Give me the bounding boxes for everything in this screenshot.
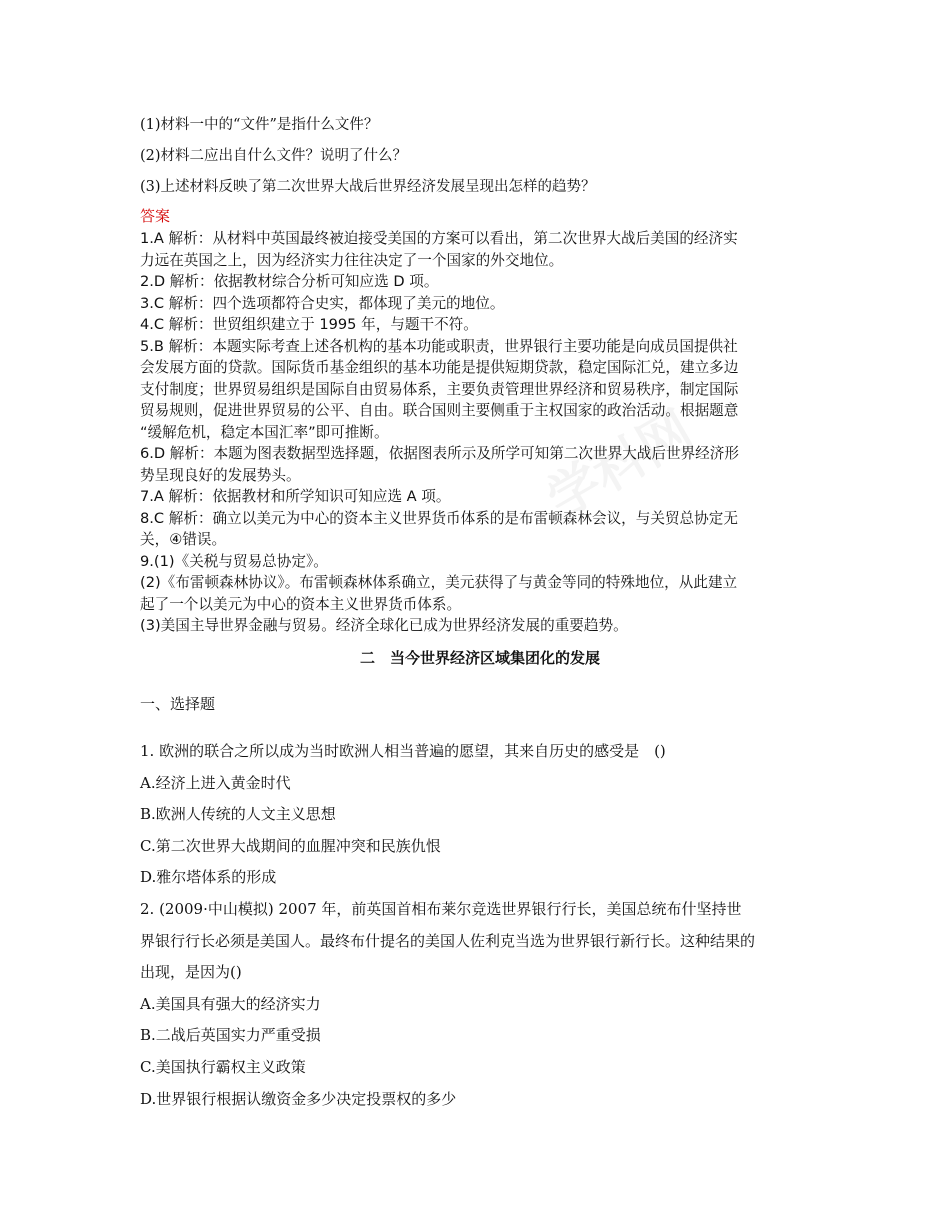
answer-line: 力远在英国之上，因为经济实力往往决定了一个国家的外交地位。 (140, 251, 564, 269)
question-line: (3)上述材料反映了第二次世界大战后世界经济发展呈现出怎样的趋势？ (140, 179, 596, 195)
option-line: A.美国具有强大的经济实力 (140, 994, 321, 1013)
answer-line: (3)美国主导世界金融与贸易。经济全球化已成为世界经济发展的重要趋势。 (140, 617, 628, 634)
answer-line: 3.C 解析：四个选项都符合史实，都体现了美元的地位。 (140, 294, 505, 312)
answer-line: 5.B 解析：本题实际考查上述各机构的基本功能或职责，世界银行主要功能是向成员国提供社 (140, 337, 738, 355)
question-line: (2)材料二应出自什么文件？说明了什么？ (140, 148, 408, 164)
question-text: 出现，是因为() (140, 963, 242, 982)
option-line: D.世界银行根据认缴资金多少决定投票权的多少 (140, 1089, 457, 1108)
section-label: 一、选择题 (140, 695, 216, 713)
answer-line: 7.A 解析：依据教材和所学知识可知应选 A 项。 (140, 488, 451, 505)
answer-line: 4.C 解析：世贸组织建立于 1995 年，与题干不符。 (140, 316, 478, 333)
question-text: 1. 欧洲的联合之所以成为当时欧洲人相当普遍的愿望，其来自历史的感受是 () (140, 742, 666, 760)
answer-line: 起了一个以美元为中心的资本主义世界货币体系。 (140, 595, 462, 613)
multiple-choice-section (140, 736, 830, 1115)
answer-line: 贸易规则，促进世界贸易的公平、自由。联合国则主要侧重于主权国家的政治活动。根据题意 (140, 402, 739, 419)
option-line: B.二战后英国实力严重受损 (140, 1026, 321, 1045)
option-line: C.美国执行霸权主义政策 (140, 1057, 306, 1076)
option-line: A.经济上进入黄金时代 (140, 773, 291, 792)
answer-line: 8.C 解析：确立以美元为中心的资本主义世界货币体系的是布雷顿森林会议，与关贸总协定无 (140, 509, 738, 527)
answer-line: “缓解危机，稳定本国汇率”即可推断。 (140, 423, 389, 441)
answer-line: 支付制度；世界贸易组织是国际自由贸易体系，主要负责管理世界经济和贸易秩序，制定国际 (140, 380, 739, 398)
option-line: D.雅尔塔体系的形成 (140, 868, 277, 887)
answer-line: 9.(1)《关税与贸易总协定》。 (140, 552, 328, 570)
answer-line: 会发展方面的贷款。国际货币基金组织的基本功能是提供短期贷款，稳定国际汇兑，建立多边 (140, 359, 739, 376)
question-line: (1)材料一中的“文件”是指什么文件？ (140, 117, 379, 133)
option-line: B.欧洲人传统的人文主义思想 (140, 805, 336, 824)
answer-line: 关，④错误。 (140, 531, 227, 548)
question-text: 2. (2009·中山模拟) 2007 年，前英国首相布莱尔竞选世界银行行长，美国总统布什坚持世 (140, 899, 742, 918)
answer-line: 6.D 解析：本题为图表数据型选择题，依据图表所示及所学可知第二次世界大战后世界经济形 (140, 445, 739, 462)
question-text: 界银行行长必须是美国人。最终布什提名的美国人佐利克当选为世界银行新行长。这种结果的 (140, 931, 756, 950)
answer-line: 势呈现良好的发展势头。 (140, 466, 301, 484)
answer-line: 2.D 解析：依据教材综合分析可知应选 D 项。 (140, 273, 439, 290)
answer-heading: 答案 (140, 207, 171, 225)
answer-line: (2)《布雷顿森林协议》。布雷顿森林体系确立，美元获得了与黄金等同的特殊地位，从此建立 (140, 574, 738, 591)
answer-line: 1.A 解析：从材料中英国最终被迫接受美国的方案可以看出，第二次世界大战后美国的经济实 (140, 230, 738, 247)
material-questions (140, 110, 820, 203)
watermark: 学科网 (537, 400, 703, 530)
section-title: 二 当今世界经济区域集团化的发展 (359, 649, 600, 667)
option-line: C.第二次世界大战期间的血腥冲突和民族仇恨 (140, 836, 441, 855)
answer-section (140, 228, 820, 637)
